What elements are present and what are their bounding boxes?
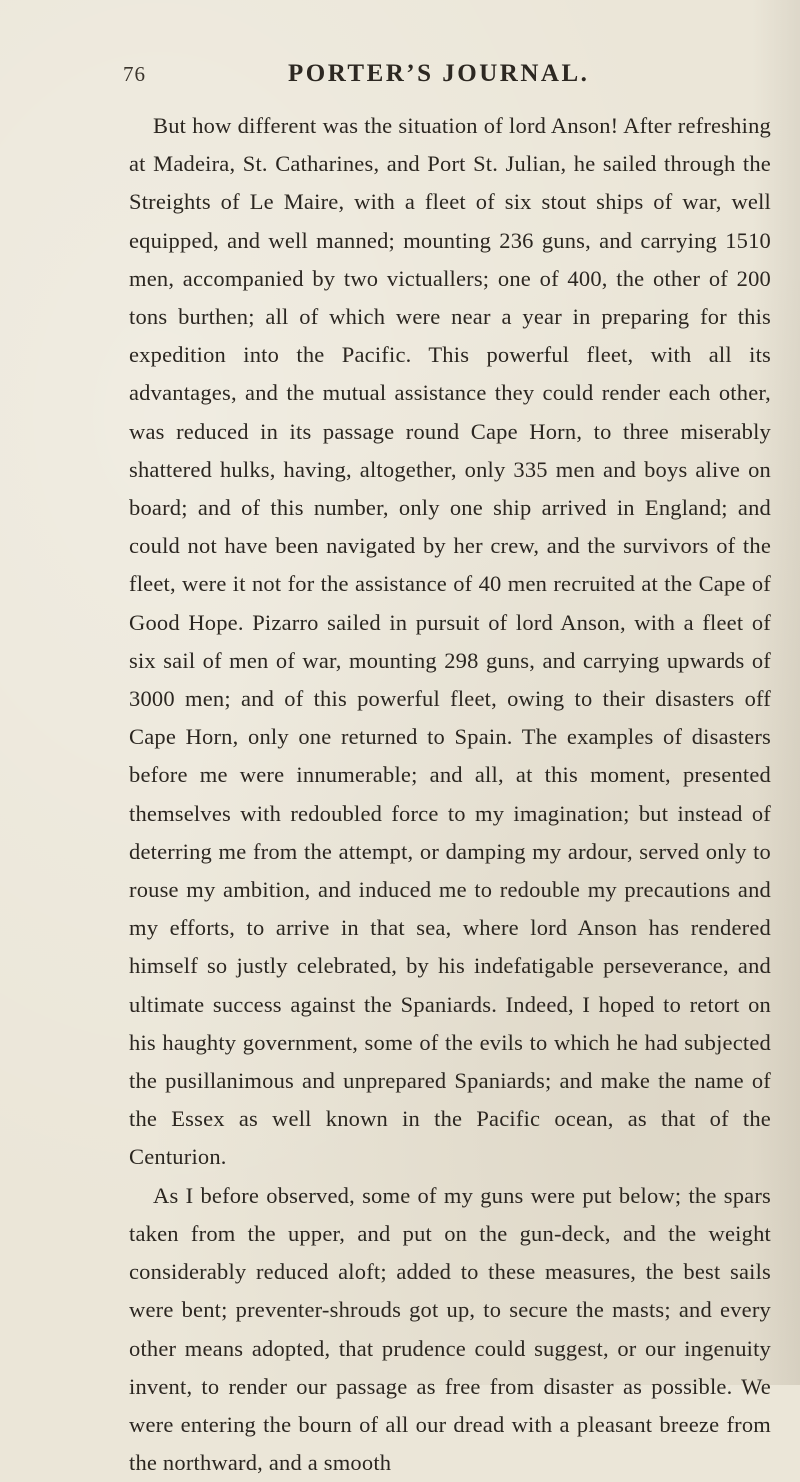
running-head: PORTER’S JOURNAL. <box>288 60 590 87</box>
body-text <box>129 107 771 1482</box>
page-header <box>0 60 800 100</box>
paragraph: As I before observed, some of my guns were put below; the spars taken from the upper, and put on the gun-deck, and the weight considerably reduced aloft; added to these measures, the best sails were bent; preventer-shrouds got up, to secure the masts; and every other means adopted, that prudence could suggest, or our ingenuity invent, to render our passage as free from disaster as possible. We were entering the bourn of all our dread with a pleasant breeze from the northward, and a smooth <box>129 1182 771 1476</box>
paragraph: But how different was the situation of lord Anson! After refreshing at Madeira, St. Catharines, and Port St. Julian, he sailed through the Streights of Le Maire, with a fleet of six stout ships of war, well equipped, and well manned; mounting 236 guns, and carrying 1510 men, accompanied by two victuallers; one of 400, the other of 200 tons burthen; all of which were near a year in preparing for this expedition into the Pacific. This powerful fleet, with all its advantages, and the mutual assistance they could render each other, was reduced in its passage round Cape Horn, to three miserably shattered hulks, having, altogether, only 335 men and boys alive on board; and of this number, only one ship arrived in England; and could not have been navigated by her crew, and the survivors of the fleet, were it not for the assistance of 40 men recruited at the Cape of Good Hope. Pizarro sailed in pursuit of lord Anson, with a fleet of six sail of men of war, mounting 298 guns, and carrying upwards of 3000 men; and of this powerful fleet, owing to their disasters off Cape Horn, only one returned to Spain. The examples of disasters before me were innumerable; and all, at this moment, presented themselves with redoubled force to my imagination; but instead of deterring me from the attempt, or damping my ardour, served only to rouse my ambition, and induced me to redouble my precautions and my efforts, to arrive in that sea, where lord Anson has rendered himself so justly celebrated, by his indefatigable perseverance, and ultimate success against the Spaniards. Indeed, I hoped to retort on his haughty government, some of the evils to which he had subjected the pusillanimous and unprepared Spaniards; and make the name of the Essex as well known in the Pacific ocean, as that of the Centurion. <box>129 113 771 1170</box>
page-number: 76 <box>123 62 146 86</box>
